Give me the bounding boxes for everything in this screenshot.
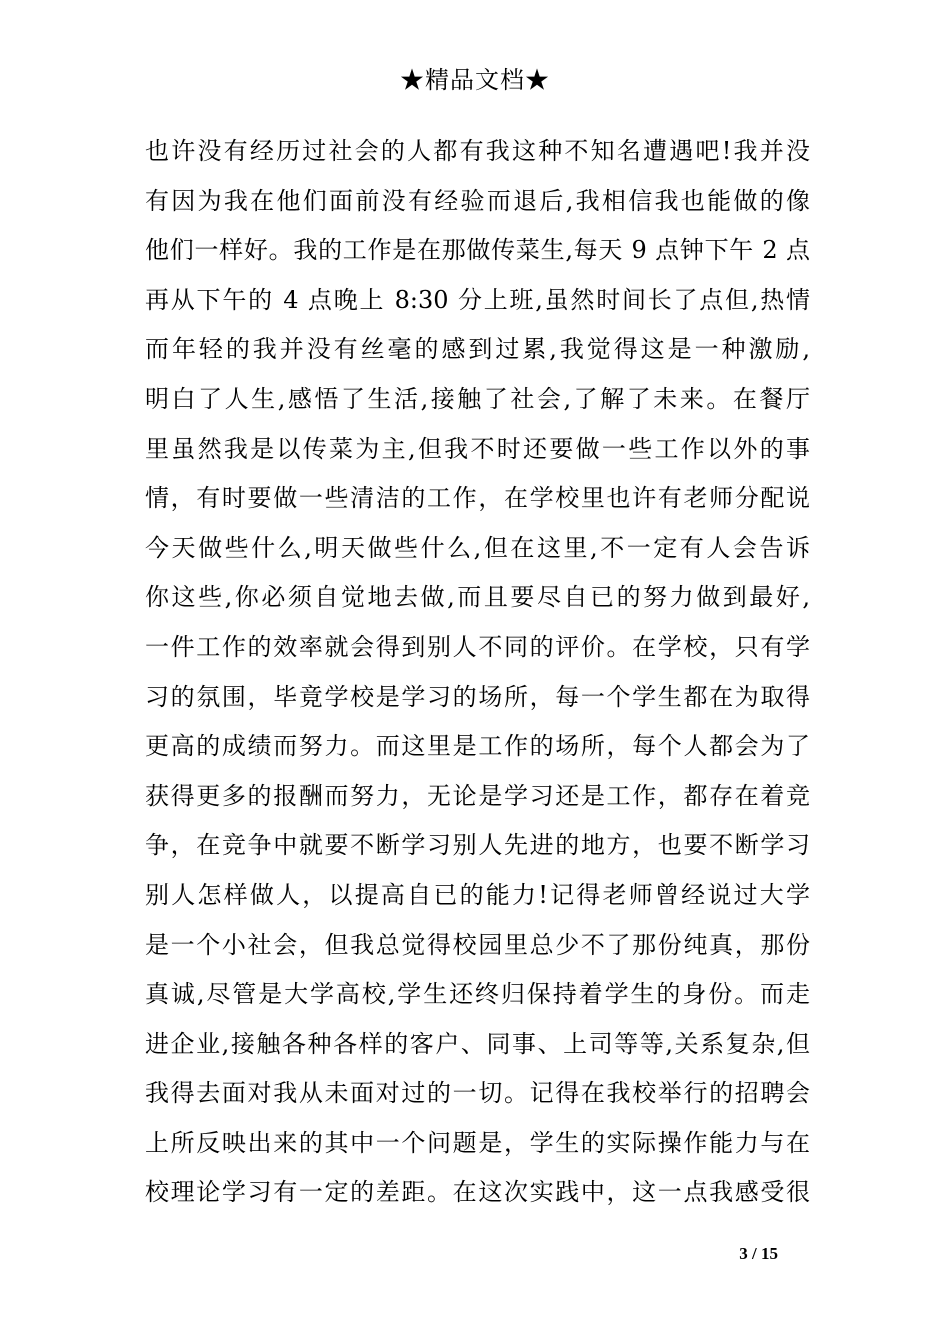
text-line: 今天做些什么,明天做些什么,但在这里,不一定有人会告诉 xyxy=(145,533,810,562)
text-line: 是一个小社会，但我总觉得校园里总少不了那份纯真，那份 xyxy=(145,930,810,959)
text-line: 进企业,接触各种各样的客户、同事、上司等等,关系复杂,但 xyxy=(145,1029,810,1058)
text-line: 里虽然我是以传菜为主,但我不时还要做一些工作以外的事 xyxy=(145,434,810,463)
page-number: 3 / 15 xyxy=(739,1244,778,1263)
text-line: 你这些,你必须自觉地去做,而且要尽自已的努力做到最好, xyxy=(145,583,810,612)
text-line: 一件工作的效率就会得到别人不同的评价。在学校，只有学 xyxy=(145,632,810,661)
text-line: 他们一样好。我的工作是在那做传菜生,每天 9 点钟下午 2 点 xyxy=(145,236,810,265)
text-line: 上所反映出来的其中一个问题是，学生的实际操作能力与在 xyxy=(145,1128,810,1157)
text-line: 校理论学习有一定的差距。在这次实践中，这一点我感受很 xyxy=(145,1178,810,1207)
page-header-title: ★精品文档★ xyxy=(400,66,550,94)
text-line: 获得更多的报酬而努力，无论是学习还是工作，都存在着竞 xyxy=(145,781,810,810)
text-line: 明白了人生,感悟了生活,接触了社会,了解了未来。在餐厅 xyxy=(145,384,810,413)
text-line: 情，有时要做一些清洁的工作，在学校里也许有老师分配说 xyxy=(145,484,810,513)
document-body xyxy=(145,127,810,1218)
text-line: 也许没有经历过社会的人都有我这种不知名遭遇吧!我并没 xyxy=(145,137,810,165)
text-line: 而年轻的我并没有丝毫的感到过累,我觉得这是一种激励, xyxy=(145,335,810,364)
text-line: 争，在竞争中就要不断学习别人先进的地方，也要不断学习 xyxy=(145,831,810,860)
text-line: 更高的成绩而努力。而这里是工作的场所，每个人都会为了 xyxy=(145,732,810,761)
text-line: 有因为我在他们面前没有经验而退后,我相信我也能做的像 xyxy=(145,186,810,215)
text-line: 再从下午的 4 点晚上 8:30 分上班,虽然时间长了点但,热情 xyxy=(145,285,810,314)
text-line: 习的氛围，毕竟学校是学习的场所，每一个学生都在为取得 xyxy=(145,682,810,711)
text-line: 真诚,尽管是大学高校,学生还终归保持着学生的身份。而走 xyxy=(145,980,810,1009)
text-line: 我得去面对我从未面对过的一切。记得在我校举行的招聘会 xyxy=(145,1079,810,1108)
text-line: 别人怎样做人，以提高自已的能力!记得老师曾经说过大学 xyxy=(145,880,810,909)
